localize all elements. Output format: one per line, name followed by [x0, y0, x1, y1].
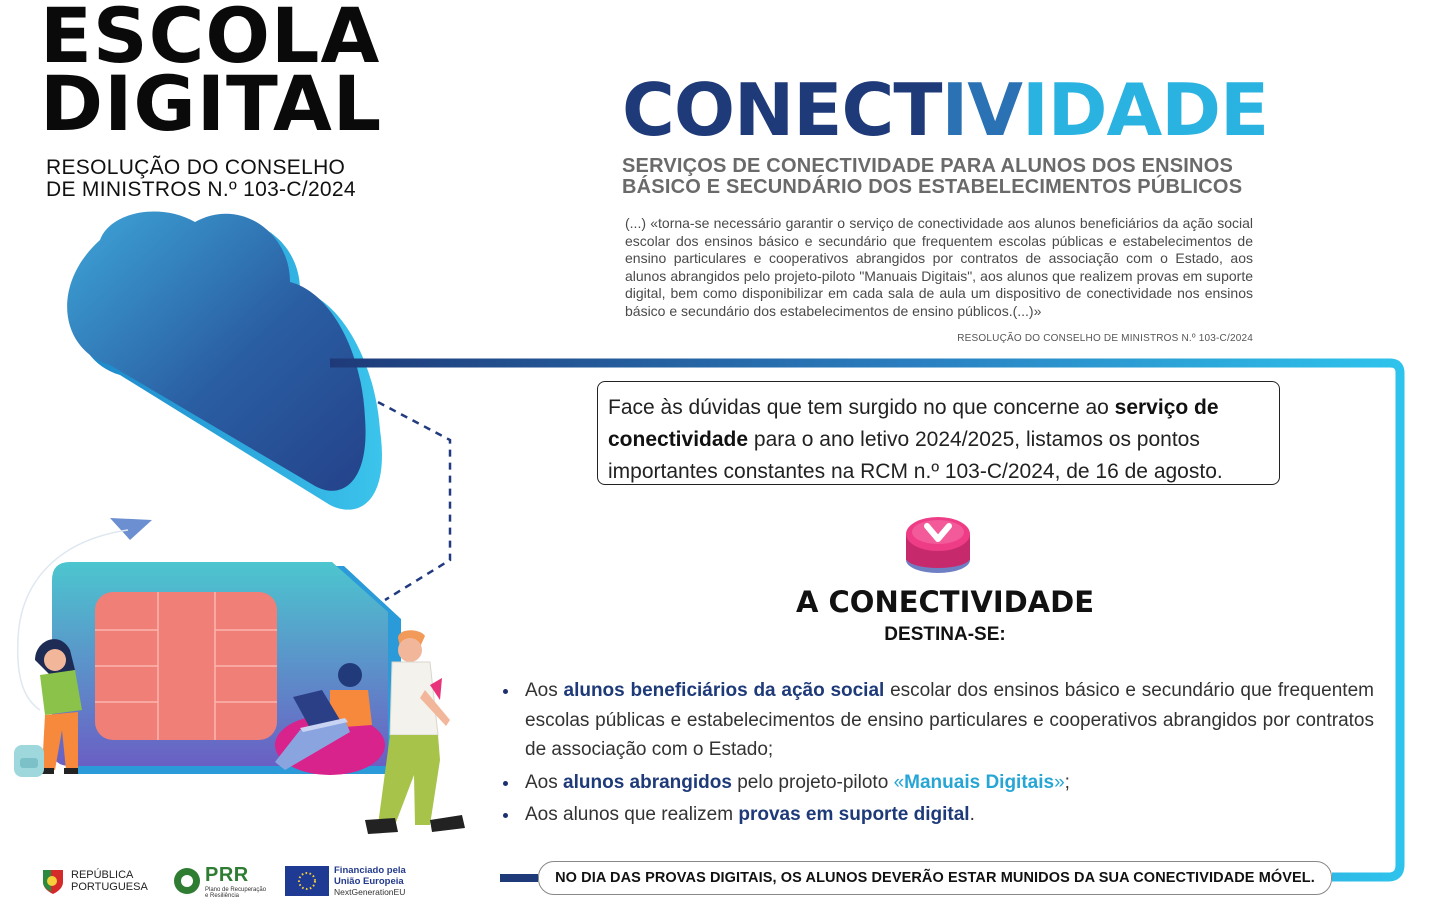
section-subtitle: DESTINA-SE:	[884, 624, 1006, 645]
quote-source: RESOLUÇÃO DO CONSELHO DE MINISTROS N.º 103-C/2024	[957, 333, 1253, 344]
bullet-highlight: alunos abrangidos	[563, 771, 732, 793]
subheading	[622, 156, 1282, 198]
brand-line-2: DIGITAL	[40, 59, 383, 148]
bullet-text: Aos	[525, 771, 564, 793]
prr-logo	[172, 864, 266, 898]
eu-line-3: NextGenerationEU	[334, 886, 406, 897]
list-item	[500, 676, 1374, 765]
intro-text-before: Face às dúvidas que tem surgido no que concerne ao	[608, 396, 1115, 419]
bullet-text: Aos alunos que realizem	[525, 804, 739, 825]
brand-line-1: ESCOLA	[40, 0, 381, 80]
resolution-label	[46, 157, 356, 201]
brand-title	[40, 0, 383, 148]
subheading-line-1: SERVIÇOS DE CONECTIVIDADE PARA ALUNOS DOS ENSINOS	[622, 155, 1233, 177]
headline-part-2: IV	[941, 68, 1022, 152]
bullet-highlight: provas em suporte digital	[738, 804, 970, 825]
bullet-highlight: alunos beneficiários da ação social	[563, 680, 885, 701]
republica-line-1: REPÚBLICA	[71, 869, 134, 881]
footer-notice: NO DIA DAS PROVAS DIGITAIS, OS ALUNOS DEVERÃO ESTAR MUNIDOS DA SUA CONECTIVIDADE MÓVEL.	[538, 861, 1332, 895]
resolution-quote: (...) «torna-se necessário garantir o serviço de conectividade aos alunos beneficiários da ação social escolar dos ensinos básico e secundário que frequentem escolas públicas e estabelecimentos de ensino particulares e cooperativos abrangidos por contratos de associação com o Estado, aos alunos abrangidos pelo projeto-piloto "Manuais Digitais", aos alunos que realizem provas em suporte digital, bem como disponibilizar em cada sala de aula um dispositivo de conectividade nos ensinos básico e secundário dos estabelecimentos de ensino públicos.(...)»	[625, 215, 1253, 319]
eu-line-2: União Europeia	[334, 875, 404, 887]
prr-subtitle-2: e Resiliência	[205, 892, 240, 899]
eu-logo	[285, 864, 406, 898]
chevron-down-icon	[900, 512, 976, 578]
headline	[622, 68, 1269, 152]
quote-mark: «	[893, 771, 905, 793]
republica-portuguesa-logo	[40, 864, 148, 898]
intro-box	[597, 381, 1280, 485]
intro-bold-1: serviço de	[1114, 396, 1219, 419]
resolution-line-2: DE MINISTROS N.º 103-C/2024	[46, 178, 356, 201]
portugal-shield-icon	[40, 866, 66, 896]
target-list	[500, 676, 1374, 830]
quote-mark: »	[1054, 771, 1065, 793]
list-item	[500, 768, 1374, 798]
list-item	[500, 800, 1374, 830]
prr-title: PRR	[205, 863, 249, 886]
bullet-text: .	[969, 804, 975, 825]
paper-plane-icon	[110, 518, 152, 540]
resolution-line-1: RESOLUÇÃO DO CONSELHO	[46, 156, 346, 179]
republica-line-2: PORTUGUESA	[71, 881, 148, 893]
section-title: A CONECTIVIDADE	[795, 585, 1095, 619]
intro-bold-2: conectividade	[608, 428, 749, 451]
eu-flag-icon	[285, 866, 329, 896]
prr-emblem-icon	[172, 866, 202, 896]
footer-accent-bar	[500, 874, 538, 882]
headline-part-1: CONECT	[622, 68, 942, 152]
bullet-text: Aos	[525, 680, 564, 701]
bullet-text: escolar dos ensinos básico e secundário que frequentem escolas públicas e estabelecimentos de ensino particulares e cooperativos abrangidos por contratos de associação com o Estado;	[525, 680, 1374, 760]
backpack-icon	[14, 745, 44, 777]
subheading-line-2: BÁSICO E SECUNDÁRIO DOS ESTABELECIMENTOS PÚBLICOS	[622, 176, 1243, 198]
headline-part-3: IDADE	[1021, 68, 1269, 152]
prr-subtitle-1: Plano de Recuperação	[205, 886, 267, 893]
intro-text-after: para o ano letivo 2024/2025, listamos os pontos importantes constantes na RCM n.º 103-C/2024, de 16 de agosto.	[608, 428, 1223, 483]
eu-line-1: Financiado pela	[334, 864, 406, 876]
bullet-text: ;	[1064, 771, 1070, 793]
bullet-highlight: Manuais Digitais	[904, 771, 1055, 793]
bullet-text: pelo projeto-piloto	[731, 771, 894, 793]
